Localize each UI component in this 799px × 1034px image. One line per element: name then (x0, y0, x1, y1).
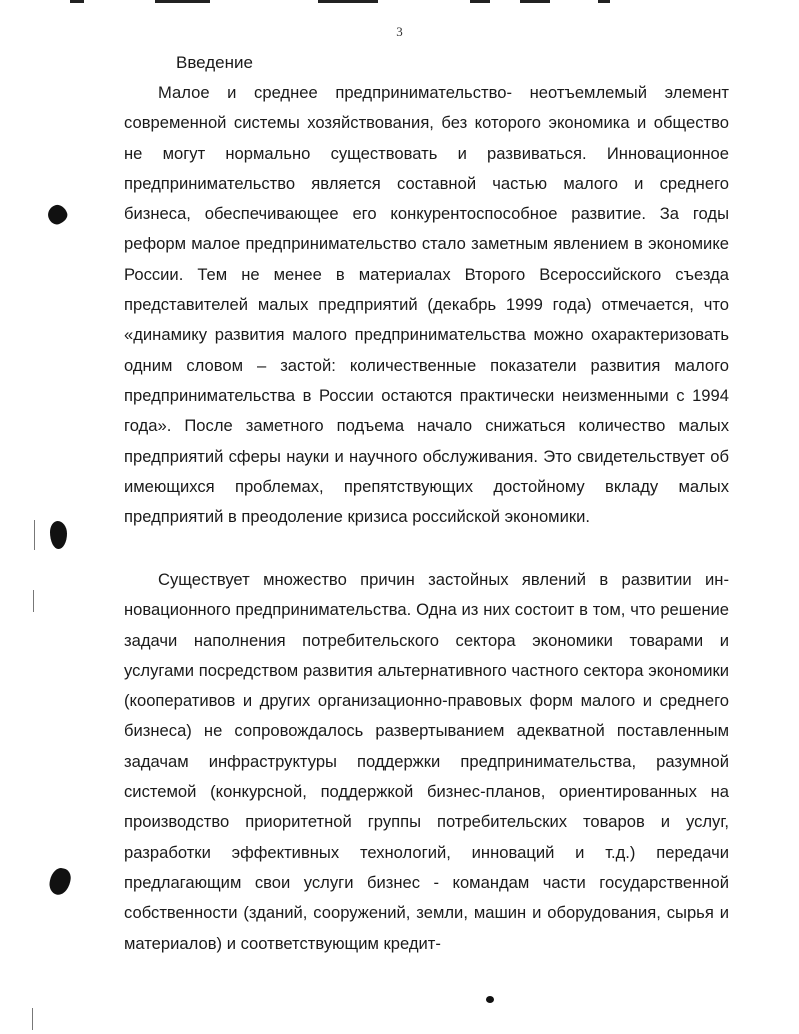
punch-hole-blot (50, 521, 67, 549)
scan-artifact (520, 0, 550, 3)
punch-hole-blot (45, 202, 69, 226)
section-heading: Введение (176, 53, 253, 72)
paragraph-1: Малое и среднее предпринимательство- неотъемлемый элемент современной системы хозяйствования, без которого экономика и общество не могут нормально существовать и развиваться. Инновационное предпринимательство является составной частью малого и среднего бизнеса, обеспечивающее его конкурентоспособное развитие. За годы реформ малое предпринимательство стало заметным явлением в экономике России. Тем не менее в материалах Второго Всероссийского съезда представителей малых предприятий (декабрь 1999 года) отмечается, что «динамику развития малого предпринимательства можно охарактеризовать одним словом – застой: количественные показатели развития малого предпринимательства в России остаются практически неизменными с 1994 года». После заметного подъема начало снижаться количество малых предприятий сферы науки и научного обслуживания. Это свидетельствует об имеющихся проблемах, препятствующих достойному вкладу малых предприятий в преодоление кризиса российской экономики. (124, 83, 729, 527)
punch-hole-blot (47, 866, 72, 897)
paragraph-2: Существует множество причин застойных явлений в развитии инновационного предпринимательства. Одна из них состоит в том, что решение задачи наполнения потребительского сектора экономики товарами и услугами посредством развития альтернативного частного сектора экономики (кооперативов и других организационно-правовых форм малого и среднего бизнеса) не сопровождалось развертыванием адекватной поставленным задачам инфраструктуры поддержки предпринимательства, разумной системой (конкурсной, поддержкой бизнес-планов, ориентированных на производство приоритетной группы потребительских товаров и услуг, разработки эффективных технологий, инноваций и т.д.) передачи предлагающим свои услуги бизнес - командам части государственной собственности (зданий, сооружений, земли, машин и оборудования, сырья и материалов) и соответствующим кредит- (124, 570, 729, 953)
ink-speck (486, 996, 494, 1003)
scan-artifact (70, 0, 84, 3)
page-number: 3 (396, 24, 403, 39)
margin-mark (32, 1008, 33, 1030)
scan-artifact (318, 0, 378, 3)
margin-mark (34, 520, 35, 550)
scan-artifact (598, 0, 610, 3)
scan-artifact (155, 0, 210, 3)
margin-mark (33, 590, 34, 612)
scan-artifact (470, 0, 490, 3)
